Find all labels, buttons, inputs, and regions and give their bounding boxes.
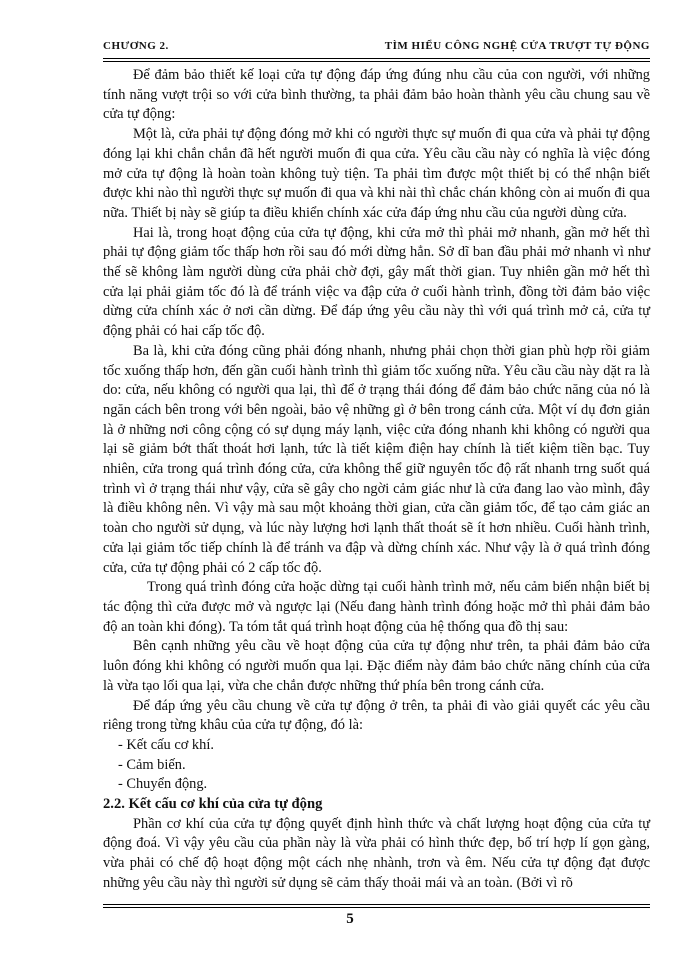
- footer-rule-top: [103, 904, 650, 905]
- header-rule-bottom: [103, 61, 650, 62]
- list-item: - Chuyển động.: [118, 776, 208, 793]
- paragraph-sensor-behavior: Trong quá trình đóng cửa hoặc dừng tại cuối hành trình mở, nếu cảm biến nhận biết bị tác động thì cửa được mở và ngược lại (Nếu đang hành trình đóng hoặc mở thì phải đảm bảo độ an toàn khi đóng). Ta tóm tắt quá trình hoạt động của hệ thống qua đồ thị sau:: [103, 579, 650, 635]
- list-item: - Cảm biến.: [118, 756, 186, 773]
- subsystem-list: [103, 736, 650, 795]
- header-rule-top: [103, 58, 650, 59]
- paragraph-mechanical: Phần cơ khí của cửa tự động quyết định hình thức và chất lượng hoạt động của cửa tự động đoá. Vì vậy yêu cầu của phần này là vừa phải có hình thức đẹp, bố trí hợp lí gọn gàng, vừa phải có chế độ hoạt động một cách nhẹ nhành, trơn và êm. Nếu cửa tự động đạt được những yêu cầu này thì người sử dụng sẽ cảm thấy thoải mái và an toàn. (Bởi vì rõ: [103, 815, 650, 891]
- paragraph-intro: Để đảm bảo thiết kế loại cửa tự động đáp ứng đúng nhu cầu của con người, với những tính năng vượt trội so với cửa bình thường, ta phải đảm bảo hoàn thành yêu cầu chung sau về cửa tự động:: [103, 67, 650, 123]
- paragraph-requirement-3: Ba là, khi cửa đóng cũng phải đóng nhanh, nhưng phải chọn thời gian phù hợp rồi giảm tốc xuống thấp hơn, đến gần cuối hành trình thì giảm tốc xuống nữa. Yêu cầu cầu này dặt ra là do: cửa, nếu không có người qua lại, thì để ở trạng thái đóng để đảm bảo chức năng của nó là ngăn cách bên trong với bên ngoài, bảo vệ những gì ở bên trong cánh cửa. Một ví dụ đơn giản là ở những nơi công cộng có sự dụng máy lạnh, việc cửa đóng nhanh khi không có người qua lại sẽ giảm bớt thất thoát hơi lạnh, tức là tiết kiệm điện hay chính là tiết kiệm tiền bạc. Tuy nhiên, cửa trong quá trình đóng cửa, cửa không thể giữ nguyên tốc độ rất nhanh trng suốt quá trình vì ở trạng thái như vậy, cửa sẽ gây cho ngời cảm giác như là cửa đang lao vào mình, đây là điều không nên. Vì vậy mà sau một khoảng thời gian, cửa cần giảm tốc, để tạo cảm giác an toàn cho người sử dụng, và lúc này lượng hơi lạnh thất thoát sẽ ít hơn nhiều. Cuối hành trình, cửa lại giảm tốc tiếp chính là để tránh va đập và dừng chính xác. Như vậy là ở quá trình đóng cửa, cửa tự động phải có 2 cấp tốc độ.: [103, 342, 650, 576]
- paragraph-requirement-1: Một là, cửa phải tự động đóng mở khi có người thực sự muốn đi qua cửa và phải tự động đóng lại khi chắn chắn đã hết người muốn đi qua cửa. Yêu cầu cầu này có nghĩa là việc đóng mở cửa tự động là hoàn toàn không tuỳ tiện. Ta phải tìm được một thiết bị có thể nhận biết được khi nào thì người thực sự muốn đi qua và khi nài thì chắc chán không còn ai muốn đi qua nữa. Thiết bị này sẽ giúp ta điều khiển chính xác cửa đáp ứng nhu cầu của người dùng cửa.: [103, 126, 650, 221]
- paragraph-door-closed: Bên cạnh những yêu cầu về hoạt động của cửa tự động như trên, ta phải đảm bảo cửa luôn đóng khi không có người muốn qua lại. Đặc điểm này đảm bảo chức năng chính của cửa là vừa tạo lối qua lại, vừa che chắn được những thứ phía bên trong cánh cửa.: [103, 638, 650, 694]
- footer-rule-bottom: [103, 907, 650, 908]
- chapter-label: CHƯƠNG 2.: [103, 40, 169, 52]
- chapter-title: TÌM HIỂU CÔNG NGHỆ CỬA TRƯỢT TỰ ĐỘNG: [384, 40, 650, 52]
- page-number: 5: [346, 911, 354, 927]
- page-header: [103, 40, 650, 56]
- paragraph-subsystems: Để đáp ứng yêu cầu chung về cửa tự động ở trên, ta phải đi vào giải quyết các yêu cầu riêng trong từng khâu của cửa tự động, đó là:: [103, 697, 650, 734]
- list-item: - Kết cấu cơ khí.: [118, 736, 214, 753]
- page-body: [103, 66, 650, 894]
- paragraph-requirement-2: Hai là, trong hoạt động của cửa tự động, khi cửa mở thì phải mở nhanh, gần mở hết thì phải tự động giảm tốc thấp hơn rồi sau đó mới dừng hẳn. Sở dĩ ban đầu phải mở nhanh vì như thế sẽ không làm người dùng cửa phải chờ đợi, gây mất thời gian. Tuy nhiên gần mở hết thì cửa lại phải giảm tốc đó là để tránh việc va đập cửa ở cuối hành trình, đồng tời đảm bảo việc dừng cửa chính xác ở nơi cần dừng. Để đáp ứng yêu cầu này thì với quá trình mở cả, cửa tự động phải có hai cấp tốc độ.: [103, 224, 650, 340]
- section-heading: 2.2. Kết cấu cơ khí của cửa tự động: [103, 796, 323, 813]
